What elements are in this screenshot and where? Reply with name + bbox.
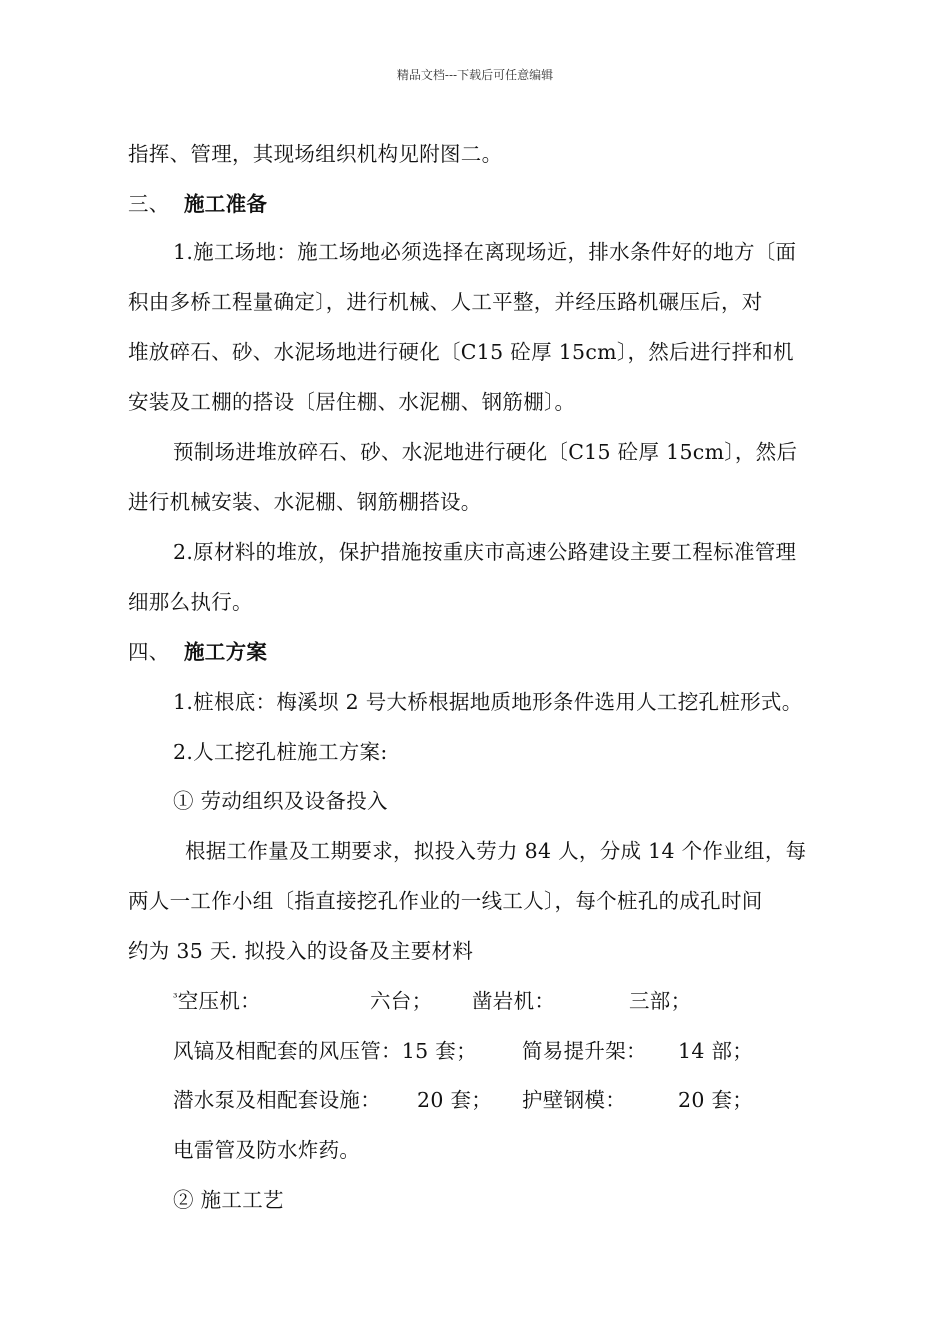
equipment-qty: 六台； xyxy=(370,989,433,1013)
equipment-label: 风镐及相配套的风压管：15 套； xyxy=(173,1039,477,1063)
subsection-heading: ② 施工工艺 xyxy=(173,1188,284,1212)
paragraph-line: 1.桩根底：梅溪坝 2 号大桥根据地质地形条件选用人工挖孔桩形式。 xyxy=(173,690,803,714)
paragraph-line: 约为 35 天. 拟投入的设备及主要材料 xyxy=(128,939,474,963)
section-heading-4 xyxy=(128,638,267,666)
intro-paragraph: 指挥、管理，其现场组织机构见附图二。 xyxy=(128,142,503,166)
paragraph-line: 根据工作量及工期要求，拟投入劳力 84 人，分成 14 个作业组，每 xyxy=(185,839,807,863)
subsection-heading: ① 劳动组织及设备投入 xyxy=(173,789,388,813)
equipment-row-1 xyxy=(173,987,873,1015)
paragraph-line: 进行机械安装、水泥棚、钢筋棚搭设。 xyxy=(128,490,482,514)
paragraph-line: 堆放碎石、砂、水泥场地进行硬化〔C15 砼厚 15cm〕，然后进行拌和机 xyxy=(128,340,794,364)
equipment-row-4: 电雷管及防水炸药。 xyxy=(173,1138,361,1162)
page-header: 精品文档---下载后可任意编辑 xyxy=(396,68,554,82)
section-number: 四、 xyxy=(128,640,170,664)
section-number: 三、 xyxy=(128,192,170,216)
equipment-row-3 xyxy=(173,1086,873,1114)
equipment-qty: 20 套； xyxy=(417,1088,493,1112)
paragraph-line: 安装及工棚的搭设〔居住棚、水泥棚、钢筋棚〕。 xyxy=(128,390,576,414)
equipment-label: 潜水泵及相配套设施： xyxy=(173,1088,381,1112)
paragraph-line: 1.施工场地：施工场地必须选择在离现场近，排水条件好的地方〔面 xyxy=(173,240,797,264)
equipment-qty: 20 套； xyxy=(678,1088,754,1112)
paragraph-line: 2.原材料的堆放，保护措施按重庆市高速公路建设主要工程标准管理 xyxy=(173,540,797,564)
paragraph-line: 两人一工作小组〔指直接挖孔作业的一线工人〕，每个桩孔的成孔时间 xyxy=(128,889,763,913)
superscript-mark: ³ xyxy=(173,991,178,1004)
equipment-label: 简易提升架： xyxy=(522,1039,647,1063)
section-heading-3 xyxy=(128,190,267,218)
equipment-row-2 xyxy=(173,1037,873,1065)
section-title: 施工方案 xyxy=(184,640,268,664)
paragraph-line: 预制场进堆放碎石、砂、水泥地进行硬化〔C15 砼厚 15cm〕，然后 xyxy=(173,440,798,464)
paragraph-line: 2.人工挖孔桩施工方案: xyxy=(173,740,388,764)
paragraph-line: 积由多桥工程量确定〕，进行机械、人工平整，并经压路机碾压后，对 xyxy=(128,290,763,314)
section-title: 施工准备 xyxy=(184,192,268,216)
equipment-qty: 三部； xyxy=(629,989,692,1013)
equipment-item xyxy=(173,987,261,1015)
equipment-qty: 14 部； xyxy=(678,1039,754,1063)
equipment-label: 护壁钢模： xyxy=(522,1088,626,1112)
paragraph-line: 细那么执行。 xyxy=(128,590,253,614)
equipment-label: 凿岩机： xyxy=(472,989,556,1013)
equipment-label: 空压机： xyxy=(177,989,261,1013)
